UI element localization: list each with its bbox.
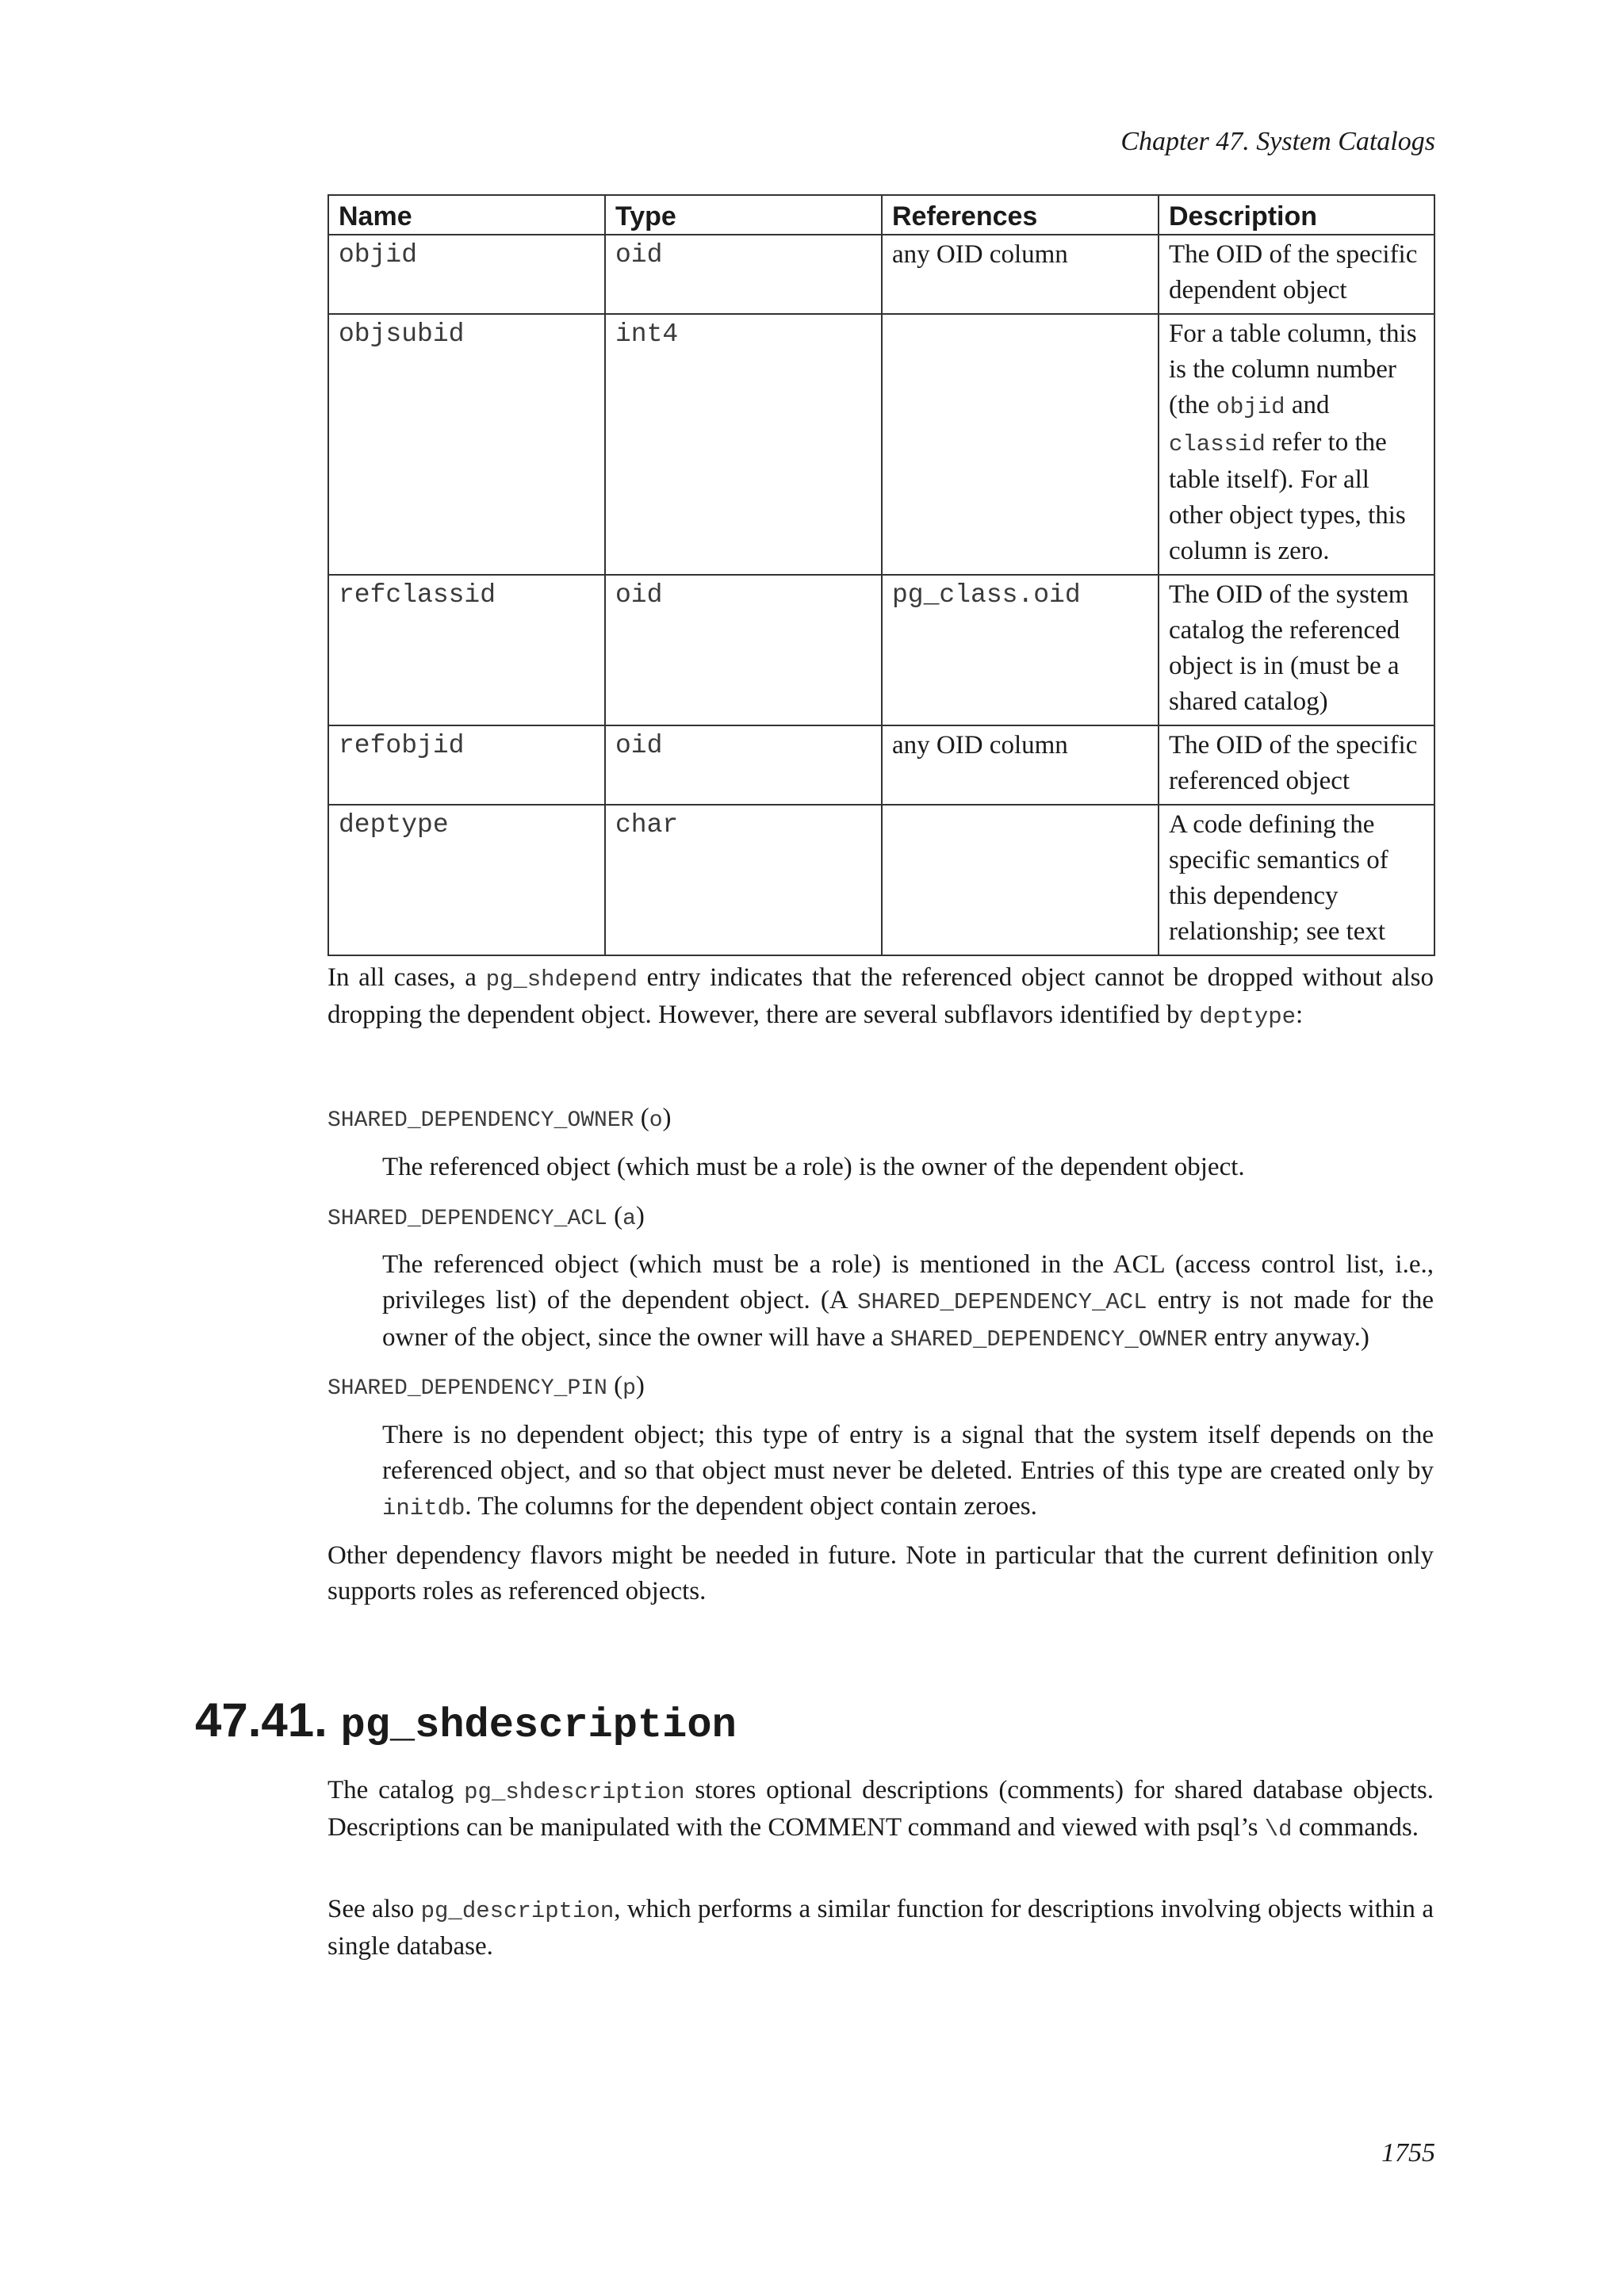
section-paragraph-2: [327, 1892, 1434, 1965]
inline-code: SHARED_DEPENDENCY_OWNER: [890, 1326, 1208, 1353]
description-text: and: [1285, 391, 1330, 419]
table-row: [328, 314, 1434, 575]
paren: ): [662, 1104, 672, 1132]
cell-type: int4: [605, 314, 882, 575]
column-header-description: Description: [1159, 195, 1434, 235]
paragraph-text: The catalog: [327, 1776, 465, 1804]
deptype-definition-pin: [382, 1418, 1434, 1526]
section-paragraph-1: [327, 1773, 1434, 1847]
cell-name: refobjid: [328, 725, 605, 805]
paren: ): [635, 1372, 645, 1400]
table-row: [328, 235, 1434, 314]
table-row: [328, 805, 1434, 955]
deptype-term-owner: [327, 1100, 672, 1138]
paren: ): [635, 1202, 645, 1230]
cell-description: The OID of the specific dependent object: [1159, 235, 1434, 314]
definition-text: entry is not made for the owner of the object, since the owner will have a: [382, 1286, 1434, 1352]
closing-paragraph: Other dependency flavors might be needed in future. Note in particular that the current definition only supports roles as referenced objects.: [327, 1541, 1434, 1605]
column-header-references: References: [882, 195, 1159, 235]
description-text: For a table column, this is the column number (the: [1169, 320, 1417, 419]
paragraph-text: In all cases, a: [327, 963, 486, 992]
definition-text: The referenced object (which must be a role) is mentioned in the ACL (access control list, i.e., privileges list) of the dependent object. (A: [382, 1250, 1434, 1314]
paragraph-text: , which performs a similar function for descriptions involving objects within a single database.: [327, 1895, 1434, 1961]
cell-description: A code defining the specific semantics of this dependency relationship; see text: [1159, 805, 1434, 955]
paragraph-text: stores optional descriptions (comments) for shared database objects. Descriptions can be manipulated with the COMMENT command and viewed with psql’s: [327, 1776, 1434, 1842]
page-number: 1755: [1381, 2138, 1435, 2168]
table-row: [328, 725, 1434, 805]
definition-text: There is no dependent object; this type of entry is a signal that the system itself depends on the referenced object, and so that object must never be deleted. Entries of this type are created only by: [382, 1421, 1434, 1485]
term-code: SHARED_DEPENDENCY_OWNER: [327, 1108, 634, 1133]
section-title: pg_shdescription: [340, 1702, 737, 1749]
inline-code: pg_shdescription: [464, 1779, 685, 1805]
column-header-type: Type: [605, 195, 882, 235]
table-header-row: [328, 195, 1434, 235]
definition-text: . The columns for the dependent object contain zeroes.: [465, 1492, 1037, 1521]
section-number: 47.41.: [195, 1693, 327, 1747]
paren: (: [607, 1372, 623, 1400]
cell-name: deptype: [328, 805, 605, 955]
term-letter: p: [622, 1376, 636, 1401]
inline-code: classid: [1169, 431, 1266, 457]
column-header-name: Name: [328, 195, 605, 235]
deptype-term-pin: [327, 1368, 645, 1406]
cell-references: any OID column: [882, 725, 1159, 805]
cell-description: The OID of the system catalog the referenced object is in (must be a shared catalog): [1159, 575, 1434, 725]
cell-description: The OID of the specific referenced object: [1159, 725, 1434, 805]
paragraph-text: :: [1296, 1001, 1304, 1029]
cell-references: any OID column: [882, 235, 1159, 314]
pg-shdepend-columns-table: [327, 194, 1435, 956]
inline-code: deptype: [1199, 1004, 1297, 1030]
cell-references: pg_class.oid: [882, 575, 1159, 725]
cell-name: objsubid: [328, 314, 605, 575]
term-code: SHARED_DEPENDENCY_PIN: [327, 1376, 607, 1401]
inline-code: objid: [1216, 394, 1285, 420]
inline-code: \d: [1264, 1816, 1293, 1843]
cell-name: objid: [328, 235, 605, 314]
cell-name: refclassid: [328, 575, 605, 725]
deptype-definition-acl: [382, 1247, 1434, 1357]
cell-type: oid: [605, 575, 882, 725]
term-letter: o: [649, 1108, 663, 1133]
inline-code: pg_description: [420, 1898, 615, 1924]
deptype-definition-owner: The referenced object (which must be a role) is the owner of the dependent object.: [382, 1153, 1245, 1181]
inline-code: pg_shdepend: [485, 966, 638, 993]
cell-references: [882, 314, 1159, 575]
description-text: refer to the table itself). For all other object types, this column is zero.: [1169, 428, 1406, 565]
paren: (: [634, 1104, 649, 1132]
inline-code: SHARED_DEPENDENCY_ACL: [857, 1289, 1147, 1315]
chapter-header: Chapter 47. System Catalogs: [1120, 127, 1435, 156]
paragraph-text: entry indicates that the referenced object cannot be dropped without also dropping the dependent object. However, there are several subflavors identified by: [327, 963, 1434, 1029]
paren: (: [607, 1202, 623, 1230]
term-letter: a: [622, 1207, 636, 1231]
definition-text: entry anyway.): [1207, 1323, 1369, 1352]
section-heading: [195, 1689, 737, 1758]
cell-type: oid: [605, 725, 882, 805]
inline-code: initdb: [382, 1495, 465, 1521]
paragraph-text: commands.: [1292, 1813, 1419, 1842]
paragraph-text: See also: [327, 1895, 421, 1923]
term-code: SHARED_DEPENDENCY_ACL: [327, 1207, 607, 1231]
cell-type: oid: [605, 235, 882, 314]
cell-description: [1159, 314, 1434, 575]
table-row: [328, 575, 1434, 725]
deptype-term-acl: [327, 1199, 645, 1237]
cell-type: char: [605, 805, 882, 955]
cell-references: [882, 805, 1159, 955]
intro-paragraph: [327, 960, 1434, 1035]
